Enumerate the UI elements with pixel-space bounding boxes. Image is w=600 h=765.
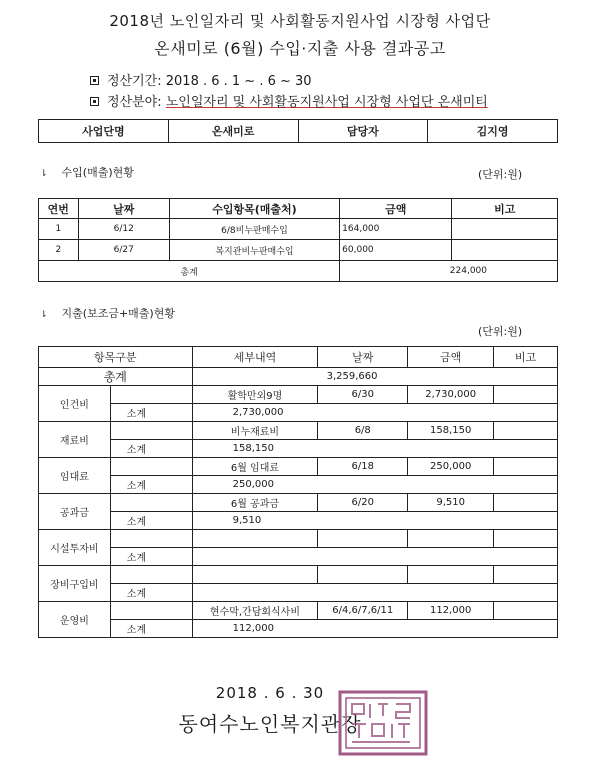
expense-detail: 6월 임대료 (192, 458, 318, 476)
expense-amount: 9,510 (408, 494, 494, 512)
field-label: 정산분야: (107, 95, 166, 110)
expense-subtotal: 112,000 (192, 620, 557, 638)
expense-subtotal-row (39, 512, 558, 530)
expense-subtotal-label: 소계 (110, 548, 192, 566)
expense-category: 재료비 (39, 422, 111, 458)
income-section-title (40, 164, 134, 180)
expense-category: 임대료 (39, 458, 111, 494)
expense-date: 6/4,6/7,6/11 (318, 602, 408, 620)
income-header: 날짜 (78, 199, 169, 219)
expense-grand-total-label: 총계 (39, 368, 193, 386)
income-item: 복지관비누판매수입 (169, 240, 339, 261)
expense-subtotal-label: 소계 (110, 512, 192, 530)
income-date: 6/27 (78, 240, 169, 261)
income-header: 비고 (452, 199, 558, 219)
expense-subtotal-row (39, 584, 558, 602)
income-total-amount: 224,000 (340, 261, 558, 282)
expense-subtotal-label: 소계 (110, 476, 192, 494)
expense-subtotal-label: 소계 (110, 620, 192, 638)
bullet-square-icon (90, 97, 99, 106)
period-value: 2018 . 6 . 1 ~ . 6 ~ 30 (165, 74, 312, 89)
expense-blank (110, 494, 192, 512)
official-seal-icon (338, 690, 428, 756)
expense-category: 운영비 (39, 602, 111, 638)
info-cell: 사업단명 (39, 120, 169, 143)
expense-subtotal: 2,730,000 (192, 404, 557, 422)
expense-header: 금액 (408, 347, 494, 368)
expense-grand-total: 3,259,660 (192, 368, 557, 386)
expense-subtotal-row (39, 620, 558, 638)
expense-date: 6/8 (318, 422, 408, 440)
income-total-label: 총계 (39, 261, 340, 282)
title-line-2: 온새미로 (6월) 수입·지출 사용 결과공고 (154, 39, 446, 58)
income-item: 6/8비누판매수입 (169, 219, 339, 240)
expense-detail: 활학만외9명 (192, 386, 318, 404)
expense-blank (110, 386, 192, 404)
expense-subtotal-row (39, 548, 558, 566)
income-table (38, 198, 558, 282)
income-note (452, 219, 558, 240)
income-header: 연번 (39, 199, 79, 219)
period-line (90, 70, 312, 89)
expense-date: 6/18 (318, 458, 408, 476)
expense-subtotal: 158,150 (192, 440, 557, 458)
expense-category: 공과금 (39, 494, 111, 530)
expense-amount (408, 530, 494, 548)
expense-amount: 250,000 (408, 458, 494, 476)
expense-amount: 2,730,000 (408, 386, 494, 404)
expense-section-title (40, 305, 175, 321)
expense-subtotal: 9,510 (192, 512, 557, 530)
expense-blank (110, 566, 192, 584)
expense-title-text: 지출(보조금+매출)현황 (61, 307, 175, 320)
income-no: 2 (39, 240, 79, 261)
expense-detail (192, 566, 318, 584)
income-header: 금액 (340, 199, 452, 219)
expense-blank (110, 458, 192, 476)
income-amount: 164,000 (340, 219, 452, 240)
income-no: 1 (39, 219, 79, 240)
expense-note (494, 422, 558, 440)
expense-category: 인건비 (39, 386, 111, 422)
expense-blank (110, 602, 192, 620)
expense-blank (110, 422, 192, 440)
expense-row (39, 386, 558, 404)
expense-row (39, 458, 558, 476)
expense-category: 장비구입비 (39, 566, 111, 602)
income-unit: (단위:원) (478, 168, 523, 181)
expense-amount: 112,000 (408, 602, 494, 620)
expense-note (494, 386, 558, 404)
expense-detail: 6월 공과금 (192, 494, 318, 512)
expense-detail: 현수막,간담회식사비 (192, 602, 318, 620)
expense-subtotal-row (39, 440, 558, 458)
expense-row (39, 494, 558, 512)
sign-date: 2018 . 6 . 30 (215, 684, 325, 702)
expense-note (494, 458, 558, 476)
expense-header: 항목구분 (39, 347, 193, 368)
expense-row (39, 530, 558, 548)
table-row (39, 240, 558, 261)
expense-header: 세부내역 (192, 347, 318, 368)
expense-row (39, 422, 558, 440)
expense-subtotal-row (39, 476, 558, 494)
income-total-row (39, 261, 558, 282)
expense-date (318, 566, 408, 584)
expense-row (39, 566, 558, 584)
expense-subtotal-label: 소계 (110, 440, 192, 458)
section-marker-icon: ⇂ (40, 310, 48, 320)
info-table (38, 119, 558, 143)
section-marker-icon: ⇂ (40, 169, 48, 179)
field-value: 노인일자리 및 사회활동지원사업 시장형 사업단 온새미티 (165, 95, 488, 110)
expense-subtotal-label: 소계 (110, 404, 192, 422)
expense-table (38, 346, 558, 638)
expense-header: 날짜 (318, 347, 408, 368)
info-cell: 담당자 (298, 120, 428, 143)
income-note (452, 240, 558, 261)
expense-blank (110, 530, 192, 548)
info-cell: 김지영 (428, 120, 558, 143)
bullet-square-icon (90, 76, 99, 85)
expense-amount: 158,150 (408, 422, 494, 440)
expense-date (318, 530, 408, 548)
expense-category: 시설투자비 (39, 530, 111, 566)
title-line-1: 2018년 노인일자리 및 사회활동지원사업 시장형 사업단 (109, 12, 491, 30)
expense-header: 비고 (494, 347, 558, 368)
income-date: 6/12 (78, 219, 169, 240)
expense-subtotal-label: 소계 (110, 584, 192, 602)
expense-detail (192, 530, 318, 548)
expense-date: 6/30 (318, 386, 408, 404)
expense-detail: 비누재료비 (192, 422, 318, 440)
expense-subtotal: 250,000 (192, 476, 557, 494)
expense-row (39, 602, 558, 620)
expense-subtotal-row (39, 404, 558, 422)
period-label: 정산기간: (107, 74, 166, 89)
info-cell: 온새미로 (168, 120, 298, 143)
expense-date: 6/20 (318, 494, 408, 512)
income-header: 수입항목(매출처) (169, 199, 339, 219)
org-name: 동여수노인복지관장 (178, 712, 362, 736)
expense-note (494, 602, 558, 620)
income-title-text: 수입(매출)현황 (61, 166, 134, 179)
expense-amount (408, 566, 494, 584)
expense-subtotal (192, 548, 557, 566)
expense-unit: (단위:원) (478, 325, 523, 338)
expense-note (494, 530, 558, 548)
expense-subtotal (192, 584, 557, 602)
income-amount: 60,000 (340, 240, 452, 261)
table-row (39, 219, 558, 240)
expense-note (494, 566, 558, 584)
expense-note (494, 494, 558, 512)
field-line (90, 91, 488, 110)
